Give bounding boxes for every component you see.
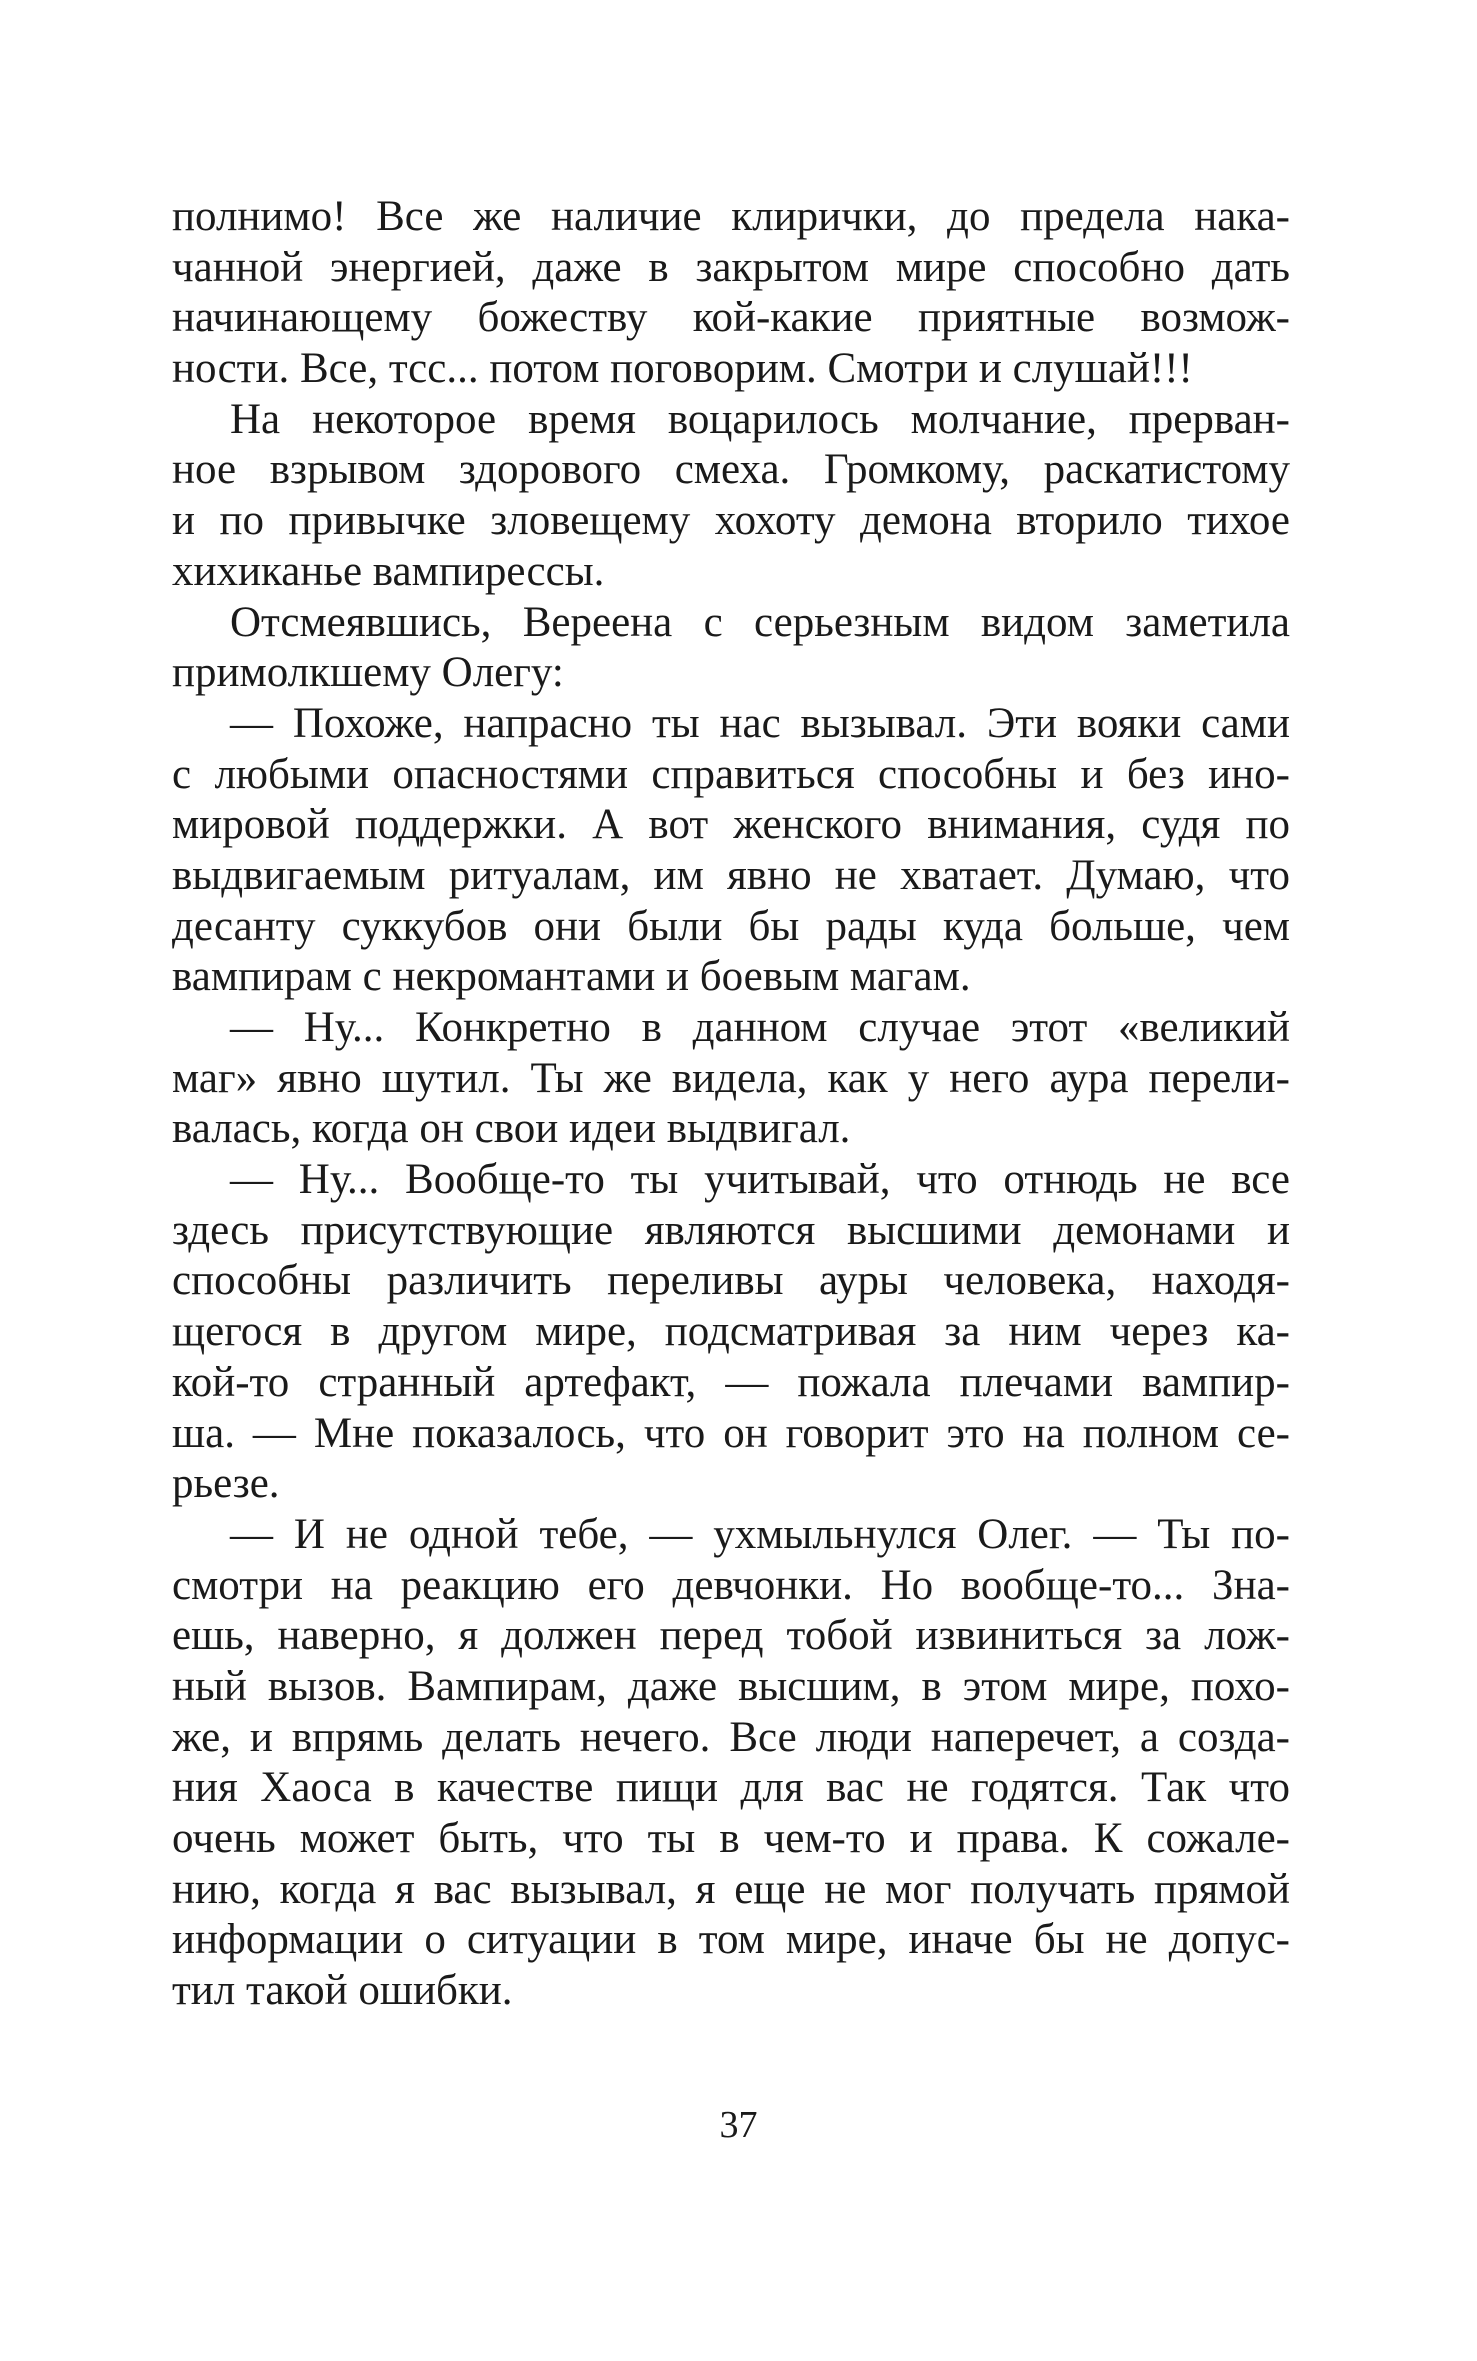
text-line: ния Хаоса в качестве пищи для вас не годятся. Так что <box>172 1764 1290 1812</box>
text-line: мировой поддержки. А вот женского внимания, судя по <box>172 801 1290 849</box>
body-text <box>172 192 1290 2017</box>
text-line: способны различить переливы ауры человека, находя- <box>172 1257 1290 1305</box>
text-line: ешь, наверно, я должен перед тобой извиниться за лож- <box>172 1612 1290 1660</box>
text-line: ное взрывом здорового смеха. Громкому, раскатистому <box>172 446 1290 494</box>
text-line: выдвигаемым ритуалам, им явно не хватает. Думаю, что <box>172 851 1290 899</box>
text-line: примолкшему Олегу: <box>172 649 564 697</box>
text-line: ности. Все, тсс... потом поговорим. Смотри и слушай!!! <box>172 345 1193 393</box>
text-line: На некоторое время воцарилось молчание, прерван- <box>230 395 1290 443</box>
text-line: валась, когда он свои идеи выдвигал. <box>172 1105 851 1153</box>
text-line: маг» явно шутил. Ты же видела, как у него аура перели- <box>172 1054 1290 1102</box>
text-line: начинающему божеству кой-какие приятные возмож- <box>172 294 1290 342</box>
text-line: полнимо! Все же наличие клирички, до предела нака- <box>172 193 1290 240</box>
text-line: Отсмеявшись, Вереена с серьезным видом заметила <box>230 598 1290 646</box>
text-line: кой-то странный артефакт, — пожала плечами вампир- <box>172 1358 1290 1406</box>
text-line: рьезе. <box>172 1460 280 1508</box>
text-line: же, и впрямь делать нечего. Все люди наперечет, а созда- <box>172 1713 1290 1761</box>
text-line: вампирам с некромантами и боевым магам. <box>172 953 971 1001</box>
text-line: здесь присутствующие являются высшими демонами и <box>172 1206 1290 1254</box>
page-number: 37 <box>719 2104 758 2146</box>
text-line: тил такой ошибки. <box>172 1967 513 2015</box>
text-line: чанной энергией, даже в закрытом мире способно дать <box>172 243 1290 291</box>
text-line: и по привычке зловещему хохоту демона вторило тихое <box>172 497 1290 545</box>
text-line: — Ну... Вообще-то ты учитывай, что отнюдь не все <box>230 1156 1290 1204</box>
text-line: нию, когда я вас вызывал, я еще не мог получать прямой <box>172 1865 1290 1913</box>
text-line: — Ну... Конкретно в данном случае этот «великий <box>230 1004 1290 1051</box>
text-line: десанту суккубов они были бы рады куда больше, чем <box>172 902 1290 950</box>
text-line: щегося в другом мире, подсматривая за ним через ка- <box>172 1308 1290 1356</box>
text-line: смотри на реакцию его девчонки. Но вообще-то... Зна- <box>172 1561 1290 1609</box>
text-line: ша. — Мне показалось, что он говорит это на полном се- <box>172 1409 1290 1457</box>
text-line: ный вызов. Вампирам, даже высшим, в этом мире, похо- <box>172 1662 1290 1710</box>
text-line: с любыми опасностями справиться способны и без ино- <box>172 750 1290 798</box>
text-line: очень может быть, что ты в чем-то и права. К сожале- <box>172 1815 1290 1862</box>
text-line: — И не одной тебе, — ухмыльнулся Олег. — Ты по- <box>230 1510 1290 1558</box>
text-line: хихиканье вампирессы. <box>172 547 605 595</box>
text-line: — Похоже, напрасно ты нас вызывал. Эти вояки сами <box>230 699 1290 747</box>
text-line: информации о ситуации в том мире, иначе бы не допус- <box>172 1916 1290 1964</box>
